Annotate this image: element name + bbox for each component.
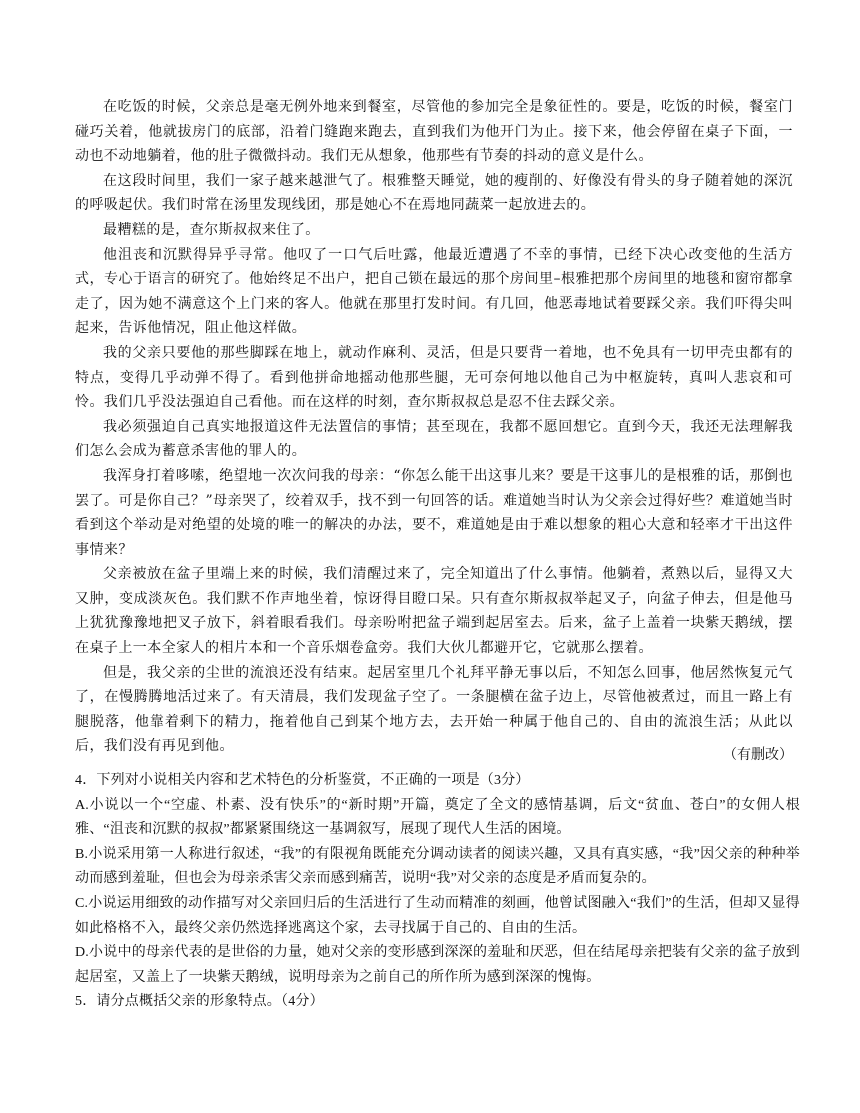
passage-paragraph: 我必须强迫自己真实地报道这件无法置信的事情；甚至现在，我都不愿回想它。直到今天，我还无法理解我们怎么会成为蓄意杀害他的罪人的。	[75, 418, 793, 460]
option-a: A.小说以一个“空虚、朴素、没有快乐”的“新时期”开篇，奠定了全文的感情基调，后文“贫血、苍白”的女佣人根雅、“沮丧和沉默的叔叔”都紧紧围绕这一基调叙写，展现了现代人生活的困境。	[75, 797, 800, 838]
abridged-note: （有删改）	[723, 748, 793, 763]
option-b: B.小说采用第一人称进行叙述，“我”的有限视角既能充分调动读者的阅读兴趣，又具有真实感，“我”因父亲的种种举动而感到羞耻，但也会为母亲杀害父亲而感到痛苦，说明“我”对父亲的态度是矛盾而复杂的。	[75, 846, 800, 887]
passage-paragraph: 但是，我父亲的尘世的流浪还没有结束。起居室里几个礼拜平静无事以后，不知怎么回事，他居然恢复元气了，在慢腾腾地活过来了。有天清晨，我们发现盆子空了。一条腿横在盆子边上，尽管他被煮过，而且一路上有腿脱落，他靠着剩下的精力，拖着他自己到某个地方去，去开始一种属于他自己的、自由的流浪生活；从此以后，我们没有再见到他。	[75, 664, 793, 755]
passage-paragraph: 最糟糕的是，查尔斯叔叔来住了。	[103, 221, 320, 238]
passage-paragraph: 我的父亲只要他的那些脚踩在地上，就动作麻利、灵活，但是只要背一着地，也不免具有一切甲壳虫都有的特点，变得几乎动弹不得了。看到他拼命地摇动他那些腿，无可奈何地以他自己为中枢旋转，真叫人悲哀和可怜。我们几乎没法强迫自己看他。而在这样的时刻，查尔斯叔叔总是忍不住去踩父亲。	[75, 344, 793, 411]
question-5-stem: 5．请分点概括父亲的形象特点。（4分）	[75, 994, 324, 1010]
passage-paragraph: 我浑身打着哆嗦，绝望地一次次问我的母亲：“你怎么能干出这事儿来？要是干这事儿的是根雅的话，那倒也罢了。可是你自己？”母亲哭了，绞着双手，找不到一句回答的话。难道她当时认为父亲会过得好些？难道她当时看到这个举动是对绝望的处境的唯一的解决的办法，要不，难道她是由于难以想象的粗心大意和轻率才干出这件事情来？	[75, 467, 793, 558]
question-block	[75, 769, 800, 1015]
option-c: C.小说运用细致的动作描写对父亲回归后的生活进行了生动而精准的刻画，他曾试图融入“我们”的生活，但却又显得如此格格不入，最终父亲仍然选择逃离这个家，去寻找属于自己的、自由的生活。	[75, 895, 800, 936]
option-d: D.小说中的母亲代表的是世俗的力量，她对父亲的变形感到深深的羞耻和厌恶，但在结尾母亲把装有父亲的盆子放到起居室，又盖上了一块紫天鹅绒，说明母亲为之前自己的所作所为感到深深的愧悔。	[75, 945, 800, 985]
passage-paragraph: 在吃饭的时候，父亲总是毫无例外地来到餐室，尽管他的参加完全是象征性的。要是，吃饭的时候，餐室门碰巧关着，他就拔房门的底部，沿着门缝跑来跑去，直到我们为他开门为止。接下来，他会停留在桌子下面，一动也不动地躺着，他的肚子微微抖动。我们无从想象，他那些有节奏的抖动的意义是什么。	[75, 99, 793, 165]
question-4-stem: 4．下列对小说相关内容和艺术特色的分析鉴赏，不正确的一项是（3分）	[75, 773, 530, 788]
passage-paragraph: 父亲被放在盆子里端上来的时候，我们清醒过来了，完全知道出了什么事情。他躺着，煮熟以后，显得又大又肿，变成淡灰色。我们默不作声地坐着，惊讶得目瞪口呆。只有查尔斯叔叔举起叉子，向盆子伸去，但是他马上犹犹豫豫地把叉子放下，斜着眼看我们。母亲吩咐把盆子端到起居室去。后来，盆子上盖着一块紫天鹅绒，摆在桌子上一本全家人的相片本和一个音乐烟卷盒旁。我们大伙儿都避开它，它就那么摆着。	[75, 566, 793, 657]
passage-paragraph: 他沮丧和沉默得异乎寻常。他叹了一口气后吐露，他最近遭遇了不幸的事情，已经下决心改变他的生活方式，专心于语言的研究了。他始终足不出户，把自己锁在最远的那个房间里–根雅把那个房间里的地毯和窗帘都拿走了，因为她不满意这个上门来的客人。他就在那里打发时间。有几回，他恶毒地试着要踩父亲。我们吓得尖叫起来，告诉他情况，阻止他这样做。	[75, 246, 793, 337]
story-passage	[75, 95, 793, 759]
passage-paragraph: 在这段时间里，我们一家子越来越泄气了。根雅整天睡觉，她的瘦削的、好像没有骨头的身子随着她的深沉的呼吸起伏。我们时常在汤里发现线团，那是她心不在焉地同蔬菜一起放进去的。	[75, 172, 793, 214]
